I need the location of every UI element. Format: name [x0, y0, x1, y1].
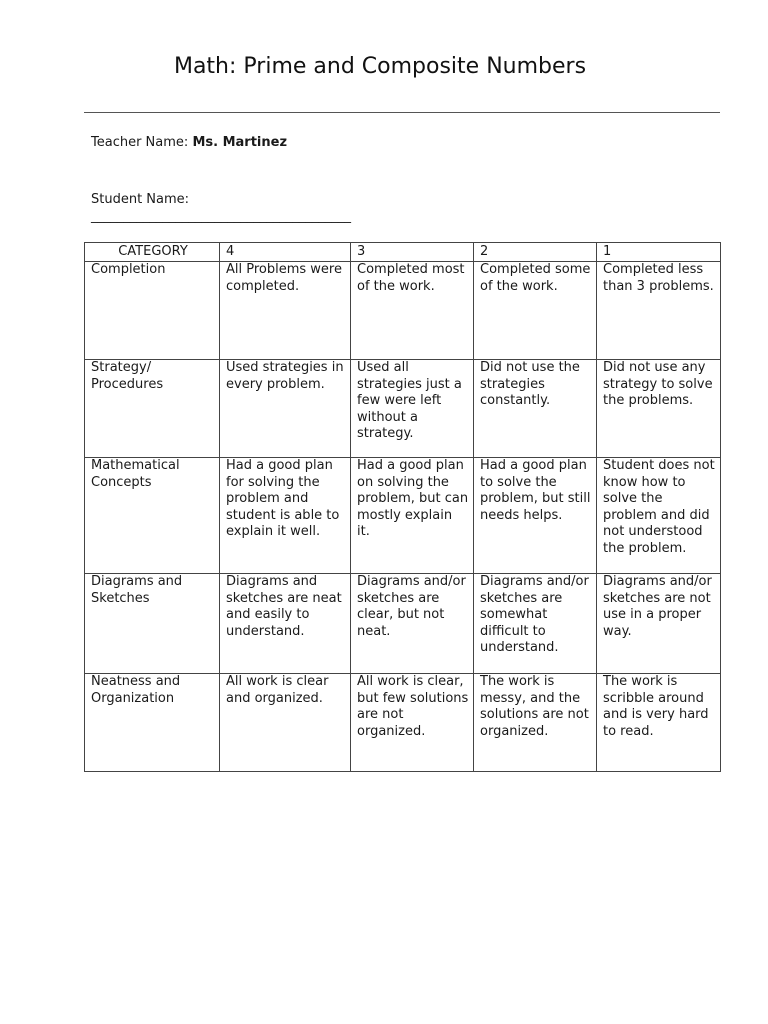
criteria-cell: Had a good plan for solving the problem and student is able to explain it well.: [220, 458, 351, 574]
criteria-cell: All work is clear and organized.: [220, 674, 351, 772]
criteria-cell: Completed most of the work.: [351, 262, 474, 360]
criteria-cell: Had a good plan on solving the problem, but can mostly explain it.: [351, 458, 474, 574]
rubric-row-completion: [85, 262, 721, 360]
criteria-cell: Diagrams and/or sketches are not use in a proper way.: [597, 574, 721, 674]
header-category: CATEGORY: [85, 243, 220, 262]
teacher-name-value: Ms. Martinez: [192, 135, 288, 150]
page-title: Math: Prime and Composite Numbers: [173, 54, 587, 79]
criteria-cell: All work is clear, but few solutions are not organized.: [351, 674, 474, 772]
criteria-cell: All Problems were completed.: [220, 262, 351, 360]
header-score-3: 3: [351, 243, 474, 262]
rubric-row-neatness: [85, 674, 721, 772]
header-score-4: 4: [220, 243, 351, 262]
category-cell: Neatness and Organization: [85, 674, 220, 772]
teacher-name-line: [91, 135, 287, 150]
criteria-cell: Student does not know how to solve the problem and did not understood the problem.: [597, 458, 721, 574]
student-name-label: Student Name:: [91, 192, 190, 207]
criteria-cell: Diagrams and/or sketches are clear, but not neat.: [351, 574, 474, 674]
category-cell: Diagrams and Sketches: [85, 574, 220, 674]
criteria-cell: Completed some of the work.: [474, 262, 597, 360]
title-divider: [84, 112, 720, 113]
category-cell: Completion: [85, 262, 220, 360]
category-cell: Strategy/ Procedures: [85, 360, 220, 458]
rubric-row-diagrams: [85, 574, 721, 674]
criteria-cell: Did not use any strategy to solve the problems.: [597, 360, 721, 458]
criteria-cell: Completed less than 3 problems.: [597, 262, 721, 360]
teacher-name-label: Teacher Name:: [91, 135, 189, 150]
rubric-row-strategy: [85, 360, 721, 458]
criteria-cell: Diagrams and/or sketches are somewhat difficult to understand.: [474, 574, 597, 674]
header-score-1: 1: [597, 243, 721, 262]
rubric-row-concepts: [85, 458, 721, 574]
criteria-cell: Used strategies in every problem.: [220, 360, 351, 458]
criteria-cell: The work is messy, and the solutions are not organized.: [474, 674, 597, 772]
student-name-line: [91, 191, 351, 225]
rubric-table: [84, 242, 721, 772]
category-cell: Mathematical Concepts: [85, 458, 220, 574]
header-score-2: 2: [474, 243, 597, 262]
criteria-cell: The work is scribble around and is very hard to read.: [597, 674, 721, 772]
criteria-cell: Diagrams and sketches are neat and easily to understand.: [220, 574, 351, 674]
criteria-cell: Did not use the strategies constantly.: [474, 360, 597, 458]
criteria-cell: Had a good plan to solve the problem, but still needs helps.: [474, 458, 597, 574]
student-name-blank: ________________________________________: [91, 209, 351, 224]
criteria-cell: Used all strategies just a few were left without a strategy.: [351, 360, 474, 458]
rubric-header-row: [85, 243, 721, 262]
